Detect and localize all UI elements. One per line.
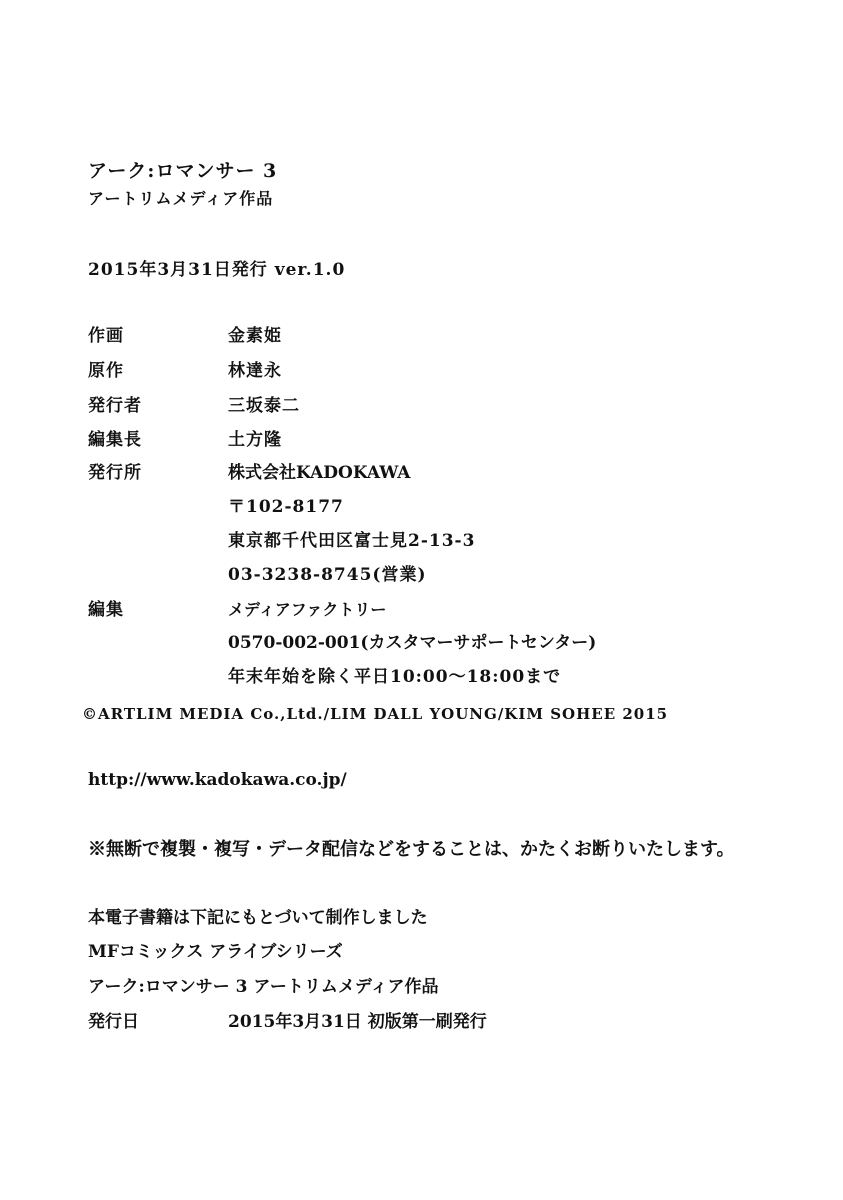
credit-label-artist: 作画 xyxy=(88,326,124,346)
credit-label-chief-editor: 編集長 xyxy=(88,430,142,450)
source-date-value: 2015年3月31日 初版第一刷発行 xyxy=(228,1012,487,1032)
publisher-address: 東京都千代田区富士見2-13-3 xyxy=(228,531,476,551)
credit-label-original: 原作 xyxy=(88,361,124,381)
source-date-label: 発行日 xyxy=(88,1012,139,1032)
credit-value-artist: 金素姫 xyxy=(228,326,282,346)
credit-label-editor: 編集 xyxy=(88,600,124,620)
credit-label-publisher: 発行所 xyxy=(88,463,142,483)
book-title: アーク:ロマンサー 3 xyxy=(88,160,278,182)
book-subtitle: アートリムメディア作品 xyxy=(88,189,274,208)
source-book: アーク:ロマンサー 3 アートリムメディア作品 xyxy=(88,977,439,997)
credit-label-publisher-person: 発行者 xyxy=(88,396,142,416)
credit-value-publisher-person: 三坂泰二 xyxy=(228,396,300,416)
copyright: ©ARTLIM MEDIA Co.,Ltd./LIM DALL YOUNG/KIM SOHEE 2015 xyxy=(82,705,669,723)
source-series: MFコミックス アライブシリーズ xyxy=(88,942,343,962)
publisher-postal-code: 〒102-8177 xyxy=(228,497,344,517)
credit-value-chief-editor: 土方隆 xyxy=(228,430,282,450)
support-phone: 0570-002-001(カスタマーサポートセンター) xyxy=(228,633,597,653)
credit-value-editor: メディアファクトリー xyxy=(228,600,387,619)
credit-value-original: 林達永 xyxy=(228,361,282,381)
copy-notice: ※無断で複製・複写・データ配信などをすることは、かたくお断りいたします。 xyxy=(88,839,735,860)
credit-value-publisher-name: 株式会社KADOKAWA xyxy=(228,463,411,483)
support-hours: 年末年始を除く平日10:00〜18:00まで xyxy=(228,667,562,687)
issue-line: 2015年3月31日発行 ver.1.0 xyxy=(88,260,346,280)
source-intro: 本電子書籍は下記にもとづいて制作しました xyxy=(88,908,428,928)
publisher-phone: 03-3238-8745(営業) xyxy=(228,565,427,585)
publisher-url[interactable]: http://www.kadokawa.co.jp/ xyxy=(88,770,347,790)
